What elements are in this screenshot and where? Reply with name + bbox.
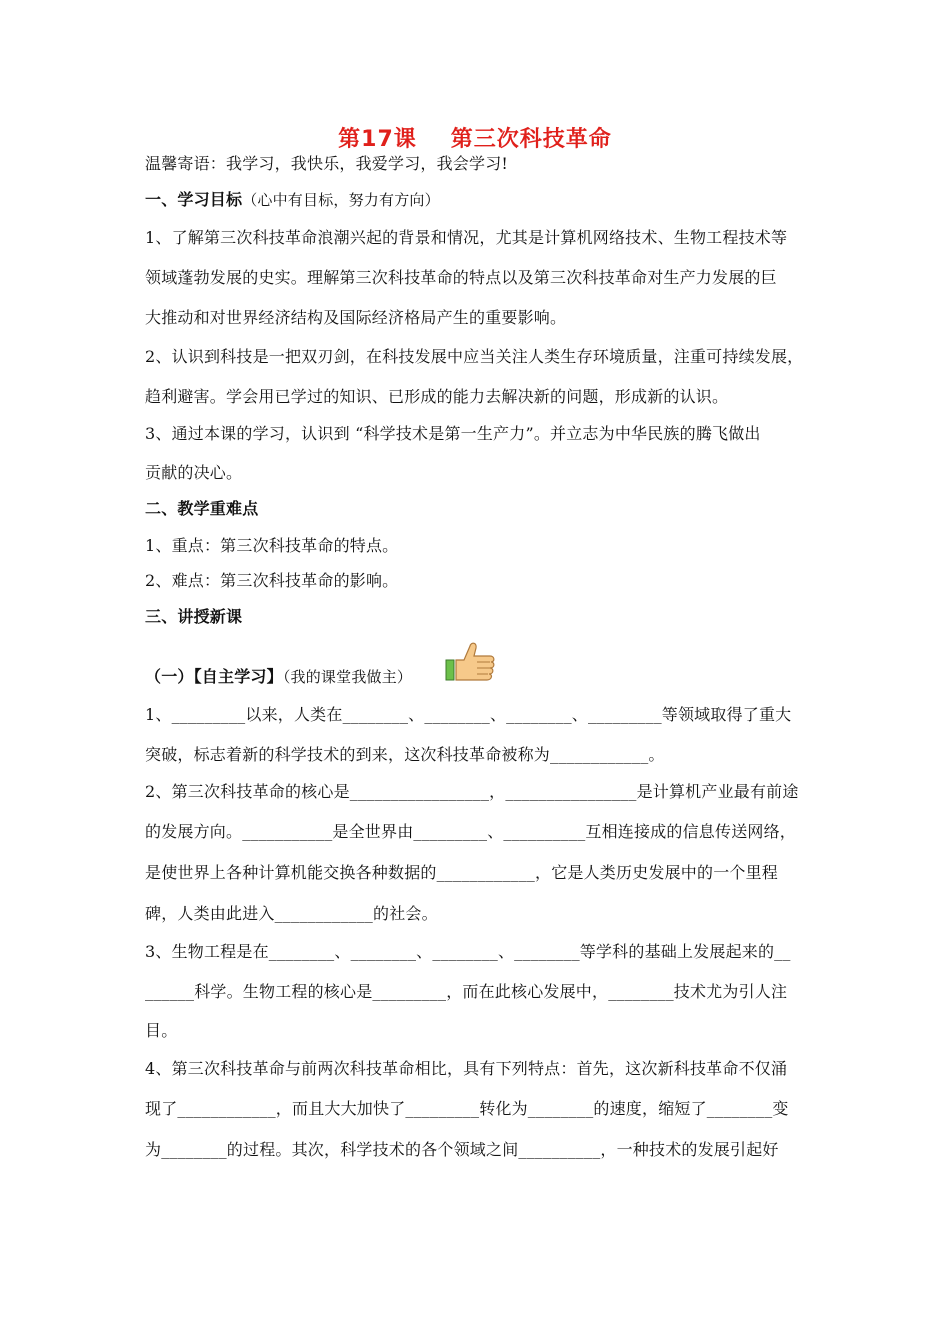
heading-new-lesson: 三、讲授新课 <box>145 607 243 626</box>
exercise-line: 3、生物工程是在________、________、________、________等学科的基础上发展起来的__ <box>145 942 791 961</box>
heading-self-study: （一）【自主学习】（我的课堂我做主） <box>145 667 413 686</box>
exercise-line: 现了____________，而且大大加快了_________转化为________的速度，缩短了________变 <box>145 1099 789 1118</box>
exercise-line: 的发展方向。___________是全世界由_________、__________互相连接成的信息传送网络， <box>145 822 797 841</box>
key-point: 1、重点：第三次科技革命的特点。 <box>145 536 399 555</box>
exercise-line: 4、第三次科技革命与前两次科技革命相比，具有下列特点：首先，这次新科技革命不仅涌 <box>145 1059 788 1078</box>
page-title <box>0 122 950 153</box>
exercise-line: 目。 <box>145 1021 178 1040</box>
greeting: 温馨寄语：我学习，我快乐，我爱学习，我会学习! <box>145 154 509 173</box>
heading-goals: 一、学习目标（心中有目标，努力有方向） <box>145 190 440 209</box>
goal-line: 2、认识到科技是一把双刃剑，在科技发展中应当关注人类生存环境质量，注重可持续发展， <box>145 347 804 366</box>
goal-line: 3、通过本课的学习，认识到 “科学技术是第一生产力”。并立志为中华民族的腾飞做出 <box>145 424 761 443</box>
lesson-name: 第三次科技革命 <box>450 127 612 152</box>
goal-line: 趋利避害。学会用已学过的知识、已形成的能力去解决新的问题，形成新的认识。 <box>145 387 729 406</box>
exercise-line: 为________的过程。其次，科学技术的各个领域之间__________，一种技术的发展引起好 <box>145 1140 779 1159</box>
goal-line: 领域蓬勃发展的史实。理解第三次科技革命的特点以及第三次科技革命对生产力发展的巨 <box>145 268 777 287</box>
exercise-line: ______科学。生物工程的核心是_________，而在此核心发展中，________技术尤为引人注 <box>145 982 788 1001</box>
heading-difficulties: 二、教学重难点 <box>145 499 259 518</box>
goal-line: 大推动和对世界经济结构及国际经济格局产生的重要影响。 <box>145 308 567 327</box>
difficult-point: 2、难点：第三次科技革命的影响。 <box>145 571 399 590</box>
goal-line: 贡献的决心。 <box>145 463 243 482</box>
exercise-line: 1、_________以来，人类在________、________、________、_________等领域取得了重大 <box>145 705 792 724</box>
lesson-number: 第17课 <box>338 127 417 152</box>
thumbs-up-icon <box>444 640 498 684</box>
exercise-line: 2、第三次科技革命的核心是_________________，________________是计算机产业最有前途 <box>145 782 799 801</box>
exercise-line: 是使世界上各种计算机能交换各种数据的____________，它是人类历史发展中的一个里程 <box>145 863 779 882</box>
goal-line: 1、了解第三次科技革命浪潮兴起的背景和情况，尤其是计算机网络技术、生物工程技术等 <box>145 228 788 247</box>
exercise-line: 碑，人类由此进入____________的社会。 <box>145 904 438 923</box>
exercise-line: 突破，标志着新的科学技术的到来，这次科技革命被称为____________。 <box>145 745 665 764</box>
